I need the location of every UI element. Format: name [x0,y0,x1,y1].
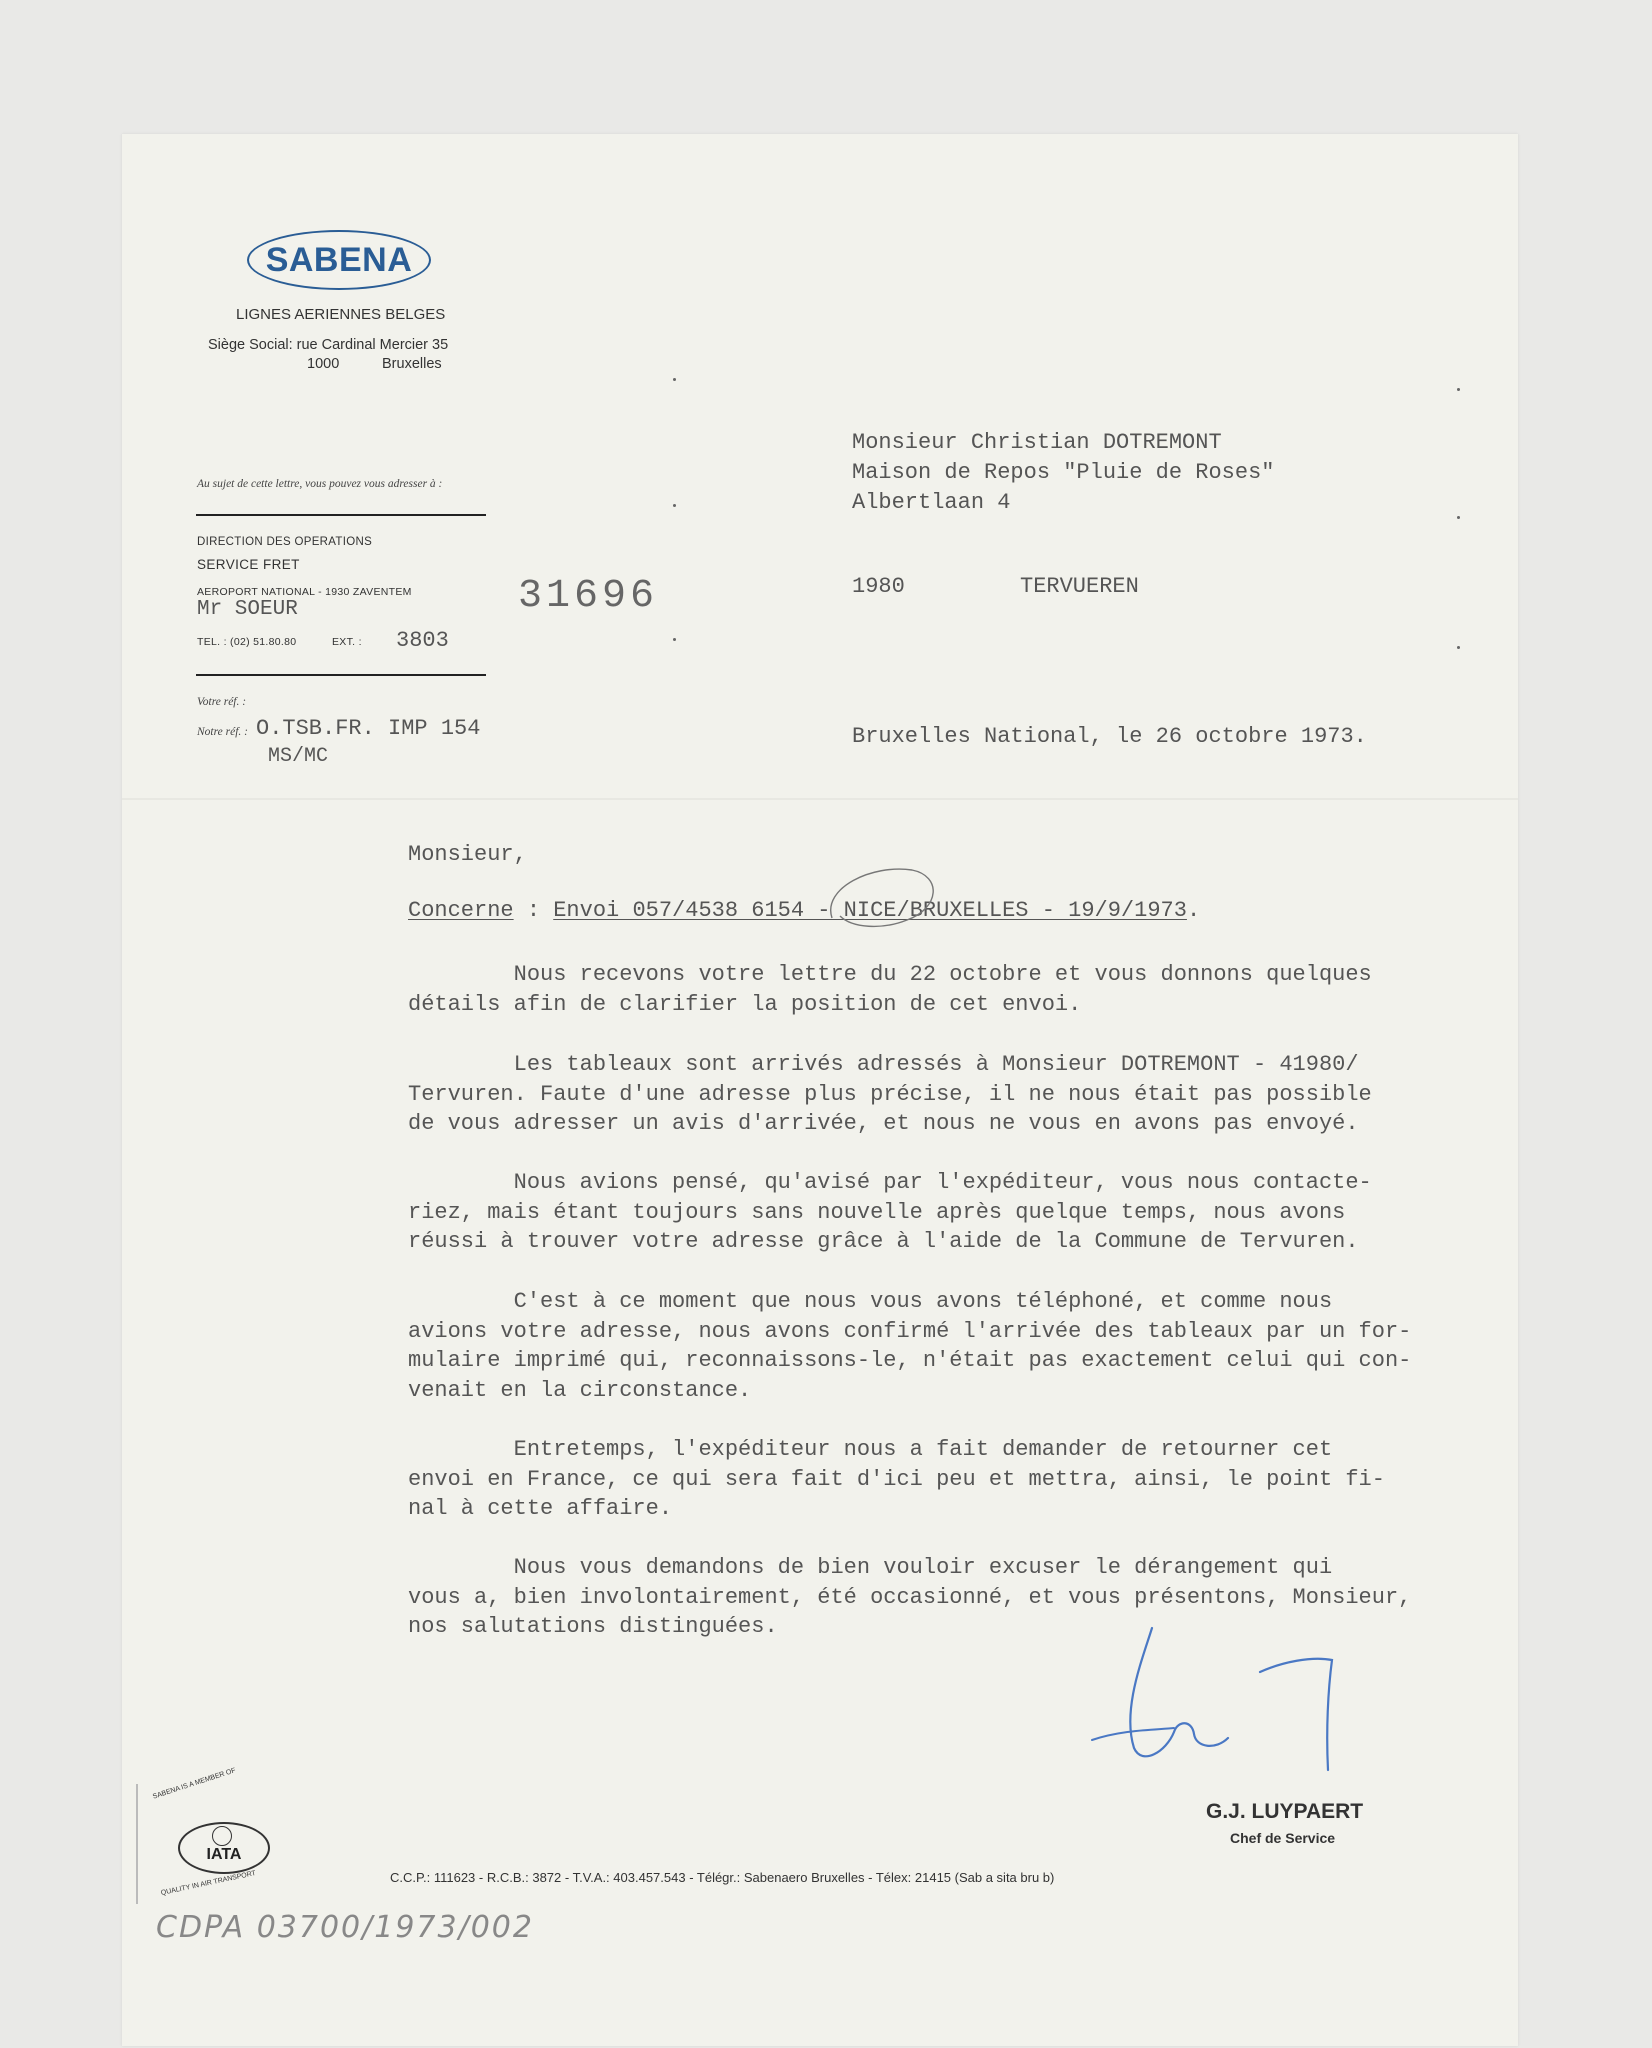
margin-dot [673,378,676,381]
iata-top-text: SABENA IS A MEMBER OF [152,1767,237,1801]
contact-top-rule [196,514,486,516]
archive-handwritten-mark: CDPA 03700/1973/002 [156,1910,534,1945]
direction-label: DIRECTION DES OPERATIONS [197,536,373,548]
pencil-circle-mark [812,858,952,938]
airport-label: AEROPORT NATIONAL - 1930 ZAVENTEM [197,586,412,598]
subject-text: Envoi 057/4538 6154 - NICE/BRUXELLES - 19/9/1973 [553,898,1187,923]
body-paragraph-3: Nous avions pensé, qu'avisé par l'expéditeur, vous nous contacte- riez, mais étant toujours sans nouvelle après quelque temps, nous avons réussi à trouver votre adresse grâce à l'aide de la Commune de Tervuren. [408,1170,1372,1255]
stamp-number: 31696 [518,574,659,619]
subject-line [408,898,1200,923]
head-office-city: Bruxelles [382,356,442,372]
handwritten-signature [1082,1620,1362,1780]
iata-bottom-text: QUALITY IN AIR TRANSPORT [160,1870,257,1897]
contact-intro: Au sujet de cette lettre, vous pouvez vous adresser à : [197,478,443,490]
body-paragraph-4: C'est à ce moment que nous vous avons téléphoné, et comme nous avions votre adresse, nous avons confirmé l'arrivée des tableaux par un for- mulaire imprimé qui, reconnaissons-le, n'était pas exactement celui qui con- venait en la circonstance. [408,1289,1412,1403]
head-office-postcode: 1000 [307,356,340,372]
salutation: Monsieur, [408,842,527,867]
logo-text: SABENA [265,240,413,279]
recipient-line1: Monsieur Christian DOTREMONT [852,430,1222,455]
recipient-city: TERVUEREN [1020,574,1139,599]
notre-ref-line2: MS/MC [268,745,329,768]
notre-ref-line1: O.TSB.FR. IMP 154 [256,716,481,741]
contact-bottom-rule [196,674,486,676]
contact-person: Mr SOEUR [197,598,298,621]
extension-label: EXT. : [332,636,362,648]
iata-label: IATA [206,1846,242,1863]
margin-dot [1457,516,1460,519]
iata-badge [152,1767,292,1904]
sabena-logo [247,230,431,290]
letter-sheet [122,134,1518,2046]
recipient-line3: Albertlaan 4 [852,490,1011,515]
body-paragraph-1: Nous recevons votre lettre du 22 octobre et vous donnons quelques détails afin de clarifier la position de cet envoi. [408,962,1372,1017]
recipient-postcode: 1980 [852,574,905,599]
subject-separator: : [513,898,554,923]
signatory-name: G.J. LUYPAERT [1206,1800,1364,1823]
company-tagline: LIGNES AERIENNES BELGES [236,306,446,323]
body-paragraph-5: Entretemps, l'expéditeur nous a fait demander de retourner cet envoi en France, ce qui sera fait d'ici peu et mettra, ainsi, le point fi- nal à cette affaire. [408,1437,1385,1522]
votre-ref-label: Votre réf. : [197,696,247,708]
paper-fold [122,798,1518,800]
extension-value: 3803 [396,628,449,653]
body-paragraph-2: Les tableaux sont arrivés adressés à Monsieur DOTREMONT - 41980/ Tervuren. Faute d'une adresse plus précise, il ne nous était pas possible de vous adresser un avis d'arrivée, et nous ne vous en avons pas envoyé. [408,1052,1372,1137]
notre-ref-label: Notre réf. : [197,726,248,738]
globe-icon [212,1826,232,1846]
subject-label: Concerne [408,898,514,923]
margin-dot [673,504,676,507]
subject-end: . [1186,898,1201,923]
margin-dot [673,638,676,641]
telephone-label: TEL. : (02) 51.80.80 [197,636,297,648]
margin-dot [1457,646,1460,649]
body-paragraph-6: Nous vous demandons de bien vouloir excuser le dérangement qui vous a, bien involontairement, été occasionné, et vous présentons, Monsieur, nos salutations distinguées. [408,1555,1412,1640]
recipient-line2: Maison de Repos "Pluie de Roses" [852,460,1275,485]
head-office-address: Siège Social: rue Cardinal Mercier 35 [208,337,449,353]
margin-dot [1457,388,1460,391]
service-label: SERVICE FRET [197,557,300,572]
recipient-address [852,428,1274,518]
company-footer: C.C.P.: 111623 - R.C.B.: 3872 - T.V.A.: 403.457.543 - Télégr.: Sabenaero Bruxelles - Télex: 21415 (Sab a sita bru b) [390,1870,1055,1885]
date-line: Bruxelles National, le 26 octobre 1973. [852,724,1367,749]
signatory-title: Chef de Service [1230,1830,1336,1846]
badge-edge-line [136,1784,138,1904]
